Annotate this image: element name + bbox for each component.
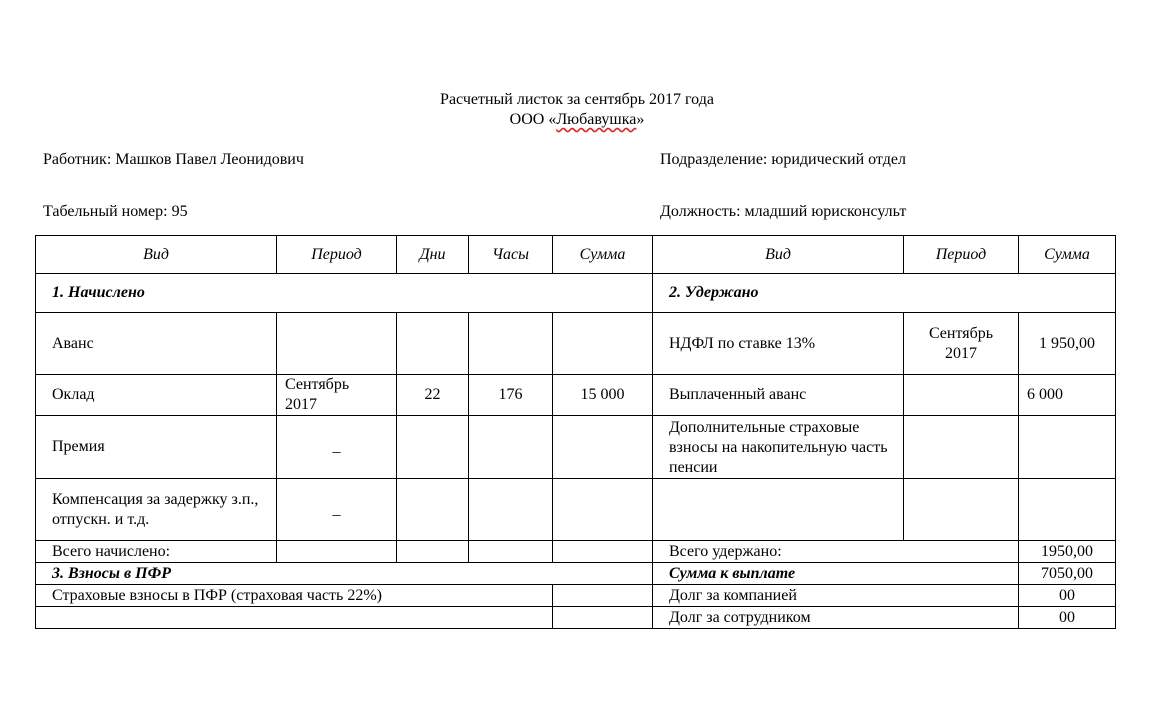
pension-insurance-sum <box>553 585 653 607</box>
row-salary-hours: 176 <box>469 375 553 416</box>
to-pay-value: 7050,00 <box>1019 563 1116 585</box>
tab-number: Табельный номер: 95 <box>43 203 188 220</box>
position: Должность: младший юрисконсульт <box>660 203 907 220</box>
table-row <box>36 607 1116 629</box>
company-name-text: Любавушка <box>556 111 637 128</box>
table-row <box>36 541 1116 563</box>
row-empty-withheld-sum <box>1019 479 1116 541</box>
empty-pension-label <box>36 607 553 629</box>
company-prefix: ООО « <box>509 111 557 128</box>
row-bonus-sum <box>553 416 653 479</box>
row-ndfl-sum: 1 950,00 <box>1019 313 1116 375</box>
col-header-type: Вид <box>36 236 277 274</box>
section-row <box>36 274 1116 313</box>
row-compensation-days <box>397 479 469 541</box>
payslip-table <box>35 235 1116 629</box>
table-row <box>36 585 1116 607</box>
pension-insurance-label: Страховые взносы в ПФР (страховая часть 22%) <box>36 585 553 607</box>
table-row <box>36 563 1116 585</box>
table-row <box>36 375 1116 416</box>
col-header-withheld-type: Вид <box>653 236 904 274</box>
row-ndfl-period: Сентябрь 2017 <box>904 313 1019 375</box>
table-row <box>36 313 1116 375</box>
table-row <box>36 416 1116 479</box>
col-header-period: Период <box>277 236 397 274</box>
row-paid-advance-label: Выплаченный аванс <box>653 375 904 416</box>
total-accrued-period <box>277 541 397 563</box>
row-compensation-label <box>36 479 277 541</box>
col-header-withheld-period: Период <box>904 236 1019 274</box>
company-name <box>0 110 1154 130</box>
table-row <box>36 479 1116 541</box>
row-ndfl-label: НДФЛ по ставке 13% <box>653 313 904 375</box>
department: Подразделение: юридический отдел <box>660 151 906 168</box>
employee-debt-label: Долг за сотрудником <box>653 607 1019 629</box>
table-header-row <box>36 236 1116 274</box>
row-salary-sum: 15 000 <box>553 375 653 416</box>
row-salary-days: 22 <box>397 375 469 416</box>
row-extra-insurance-period <box>904 416 1019 479</box>
employee-name: Работник: Машков Павел Леонидович <box>43 151 304 168</box>
employee-debt-value: 00 <box>1019 607 1116 629</box>
row-bonus-label: Премия <box>36 416 277 479</box>
empty-pension-sum <box>553 607 653 629</box>
row-compensation-text: Компенсация за задержку з.п., отпускн. и т.д. <box>52 490 259 528</box>
row-advance-hours <box>469 313 553 375</box>
row-paid-advance-period <box>904 375 1019 416</box>
row-empty-withheld-label <box>653 479 904 541</box>
total-accrued-sum <box>553 541 653 563</box>
row-salary-label: Оклад <box>36 375 277 416</box>
col-header-days: Дни <box>397 236 469 274</box>
row-bonus-period: _ <box>277 416 397 479</box>
section-accrued: 1. Начислено <box>36 274 653 313</box>
row-paid-advance-sum: 6 000 <box>1019 375 1116 416</box>
col-header-sum: Сумма <box>553 236 653 274</box>
row-extra-insurance-sum <box>1019 416 1116 479</box>
row-compensation-hours <box>469 479 553 541</box>
row-extra-insurance-label: Дополнительные страховые взносы на накопительную часть пенсии <box>653 416 904 479</box>
total-accrued-label: Всего начислено: <box>36 541 277 563</box>
row-advance-days <box>397 313 469 375</box>
col-header-hours: Часы <box>469 236 553 274</box>
total-accrued-hours <box>469 541 553 563</box>
company-debt-label: Долг за компанией <box>653 585 1019 607</box>
row-compensation-sum <box>553 479 653 541</box>
row-advance-period <box>277 313 397 375</box>
row-compensation-period: _ <box>277 479 397 541</box>
to-pay-label: Сумма к выплате <box>653 563 1019 585</box>
total-withheld-value: 1950,00 <box>1019 541 1116 563</box>
row-empty-withheld-period <box>904 479 1019 541</box>
section-withheld: 2. Удержано <box>653 274 1116 313</box>
company-debt-value: 00 <box>1019 585 1116 607</box>
section-pension: 3. Взносы в ПФР <box>36 563 653 585</box>
row-advance-label: Аванс <box>36 313 277 375</box>
row-bonus-days <box>397 416 469 479</box>
row-bonus-hours <box>469 416 553 479</box>
row-salary-period: Сентябрь 2017 <box>277 375 397 416</box>
row-advance-sum <box>553 313 653 375</box>
company-suffix: » <box>636 111 645 128</box>
total-withheld-label: Всего удержано: <box>653 541 1019 563</box>
document-title: Расчетный листок за сентябрь 2017 года <box>440 91 714 108</box>
col-header-withheld-sum: Сумма <box>1019 236 1116 274</box>
total-accrued-days <box>397 541 469 563</box>
